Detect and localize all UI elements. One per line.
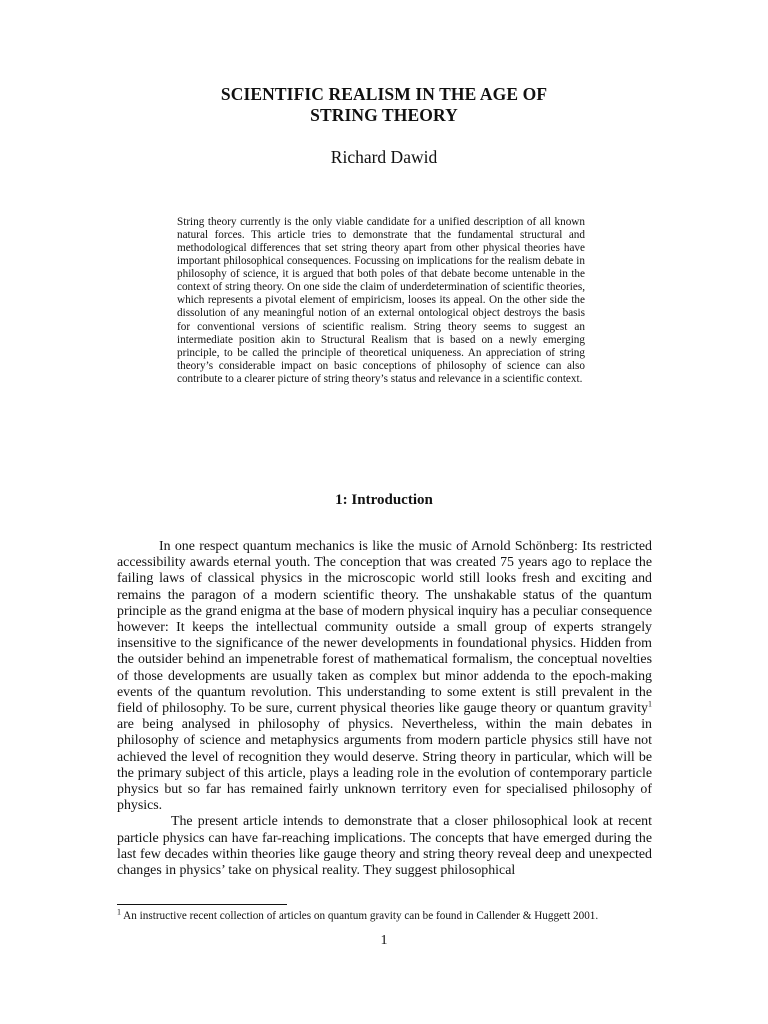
title-line-1: SCIENTIFIC REALISM IN THE AGE OF [220, 84, 548, 104]
paragraph-text: are being analysed in philosophy of physics. Nevertheless, within the main debates in philosophy of science and metaphysics arguments from modern particle physics still have not achieved the level of recognition they would deserve. String theory in particular, which will be the primary subject of this article, plays a leading role in the evolution of contemporary particle physics but so far has remained fairly unknown territory even for specialised philosophy of physics. [117, 717, 652, 814]
section-heading: 1: Introduction [335, 492, 433, 508]
footnote-marker: 1 [117, 907, 121, 917]
abstract: String theory currently is the only viable candidate for a unified description of all known natural forces. This article tries to demonstrate that the fundamental structural and methodological differences that set string theory apart from other physical theories have important philosophical consequences. Focussing on implications for the realism debate in philosophy of science, it is argued that both poles of that debate become untenable in the context of string theory. On one side the claim of underdetermination of scientific theories, which represents a pivotal element of empiricism, looses its appeal. On the other side the dissolution of any meaningful notion of an external ontological object destroys the basis for conventional versions of scientific realism. String theory seems to suggest an intermediate position akin to Structural Realism that is based on a newly emerging principle, to be called the principle of theoretical uniqueness. An appreciation of string theory’s considerable impact on basic conceptions of philosophy of science can also contribute to a clearer picture of string theory’s status and relevance in a scientific context. [177, 216, 585, 385]
paragraph-text: In one respect quantum mechanics is like the music of Arnold Schönberg: Its restricted accessibility awards eternal youth. The conception that was created 75 years ago to replace the failing laws of classical physics in the microscopic world still looks fresh and exciting and remains the paragon of a modern scientific theory. The unshakable status of the quantum principle as the grand enigma at the base of modern physical inquiry has a peculiar consequence however: It keeps the intellectual community outside a small group of experts strangely insensitive to the significance of the newer developments in foundational physics. Hidden from the outsider behind an impenetrable forest of mathematical formalism, the conceptual novelties of those developments are usually taken as complex but minor addenda to the epoch-making events of the quantum revolution. This understanding to some extent is still prevalent in the field of philosophy. To be sure, current physical theories like gauge theory or quantum gravity [117, 539, 652, 717]
author-name: Richard Dawid [330, 147, 438, 167]
footnote [117, 909, 677, 923]
paragraph [117, 539, 652, 814]
page-number: 1 [380, 933, 388, 948]
footnote-divider [117, 904, 287, 905]
body-text [117, 539, 652, 879]
title-line-2: STRING THEORY [310, 105, 458, 125]
footnote-reference[interactable]: 1 [648, 699, 652, 709]
footnote-text: An instructive recent collection of articles on quantum gravity can be found in Callender & Huggett 2001. [121, 910, 599, 922]
paper-title [0, 84, 768, 126]
paragraph: The present article intends to demonstrate that a closer philosophical look at recent particle physics can have far-reaching implications. The concepts that have emerged during the last few decades within theories like gauge theory and string theory reveal deep and unexpected changes in physics’ take on physical reality. They suggest philosophical [117, 814, 652, 879]
